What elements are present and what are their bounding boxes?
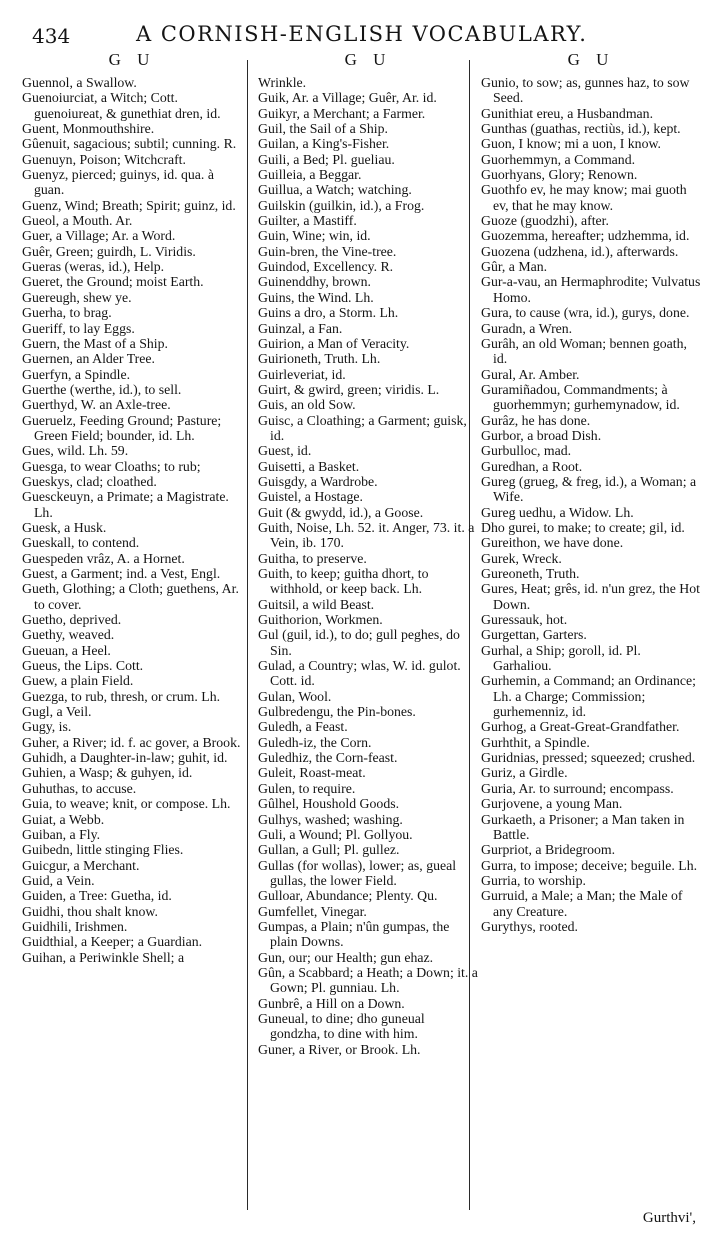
- vocabulary-entry: Gurria, to worship.: [481, 872, 586, 888]
- vocabulary-entry: Guindod, Excellency. R.: [258, 259, 394, 275]
- vocabulary-entry: Guilan, a King's-Fisher.: [258, 136, 390, 152]
- vocabulary-entry: Gumfellet, Vinegar.: [258, 903, 367, 919]
- vocabulary-entry: Gugl, a Veil.: [22, 704, 92, 720]
- catchword: Gurthvi',: [642, 1210, 696, 1226]
- vocabulary-entry: Guethy, weaved.: [22, 627, 115, 643]
- vocabulary-entry: Guhidh, a Daughter-in-law; guhit, id.: [22, 750, 228, 766]
- vocabulary-entry: Wrinkle.: [258, 75, 307, 90]
- vocabulary-entry: Guneual, to dine; dho guneual gondzha, to dine with him.: [258, 1010, 425, 1042]
- entry-list: [22, 75, 242, 965]
- vocabulary-entry: Guoze (guodzhi), after.: [481, 213, 609, 229]
- vocabulary-entry: Gunbrê, a Hill on a Down.: [258, 995, 405, 1011]
- vocabulary-entry: Gurra, to impose; deceive; beguile. Lh.: [481, 857, 698, 873]
- vocabulary-entry: Guli, a Wound; Pl. Gollyou.: [258, 826, 413, 842]
- vocabulary-entry: Gueth, Glothing; a Cloth; guethens, Ar. to cover.: [22, 581, 239, 612]
- vocabulary-entry: Gueol, a Mouth. Ar.: [22, 213, 133, 229]
- vocabulary-entry: Gûlhel, Houshold Goods.: [258, 796, 400, 812]
- vocabulary-entry: Gureg (grueg, & freg, id.), a Woman; a Wife.: [481, 473, 697, 505]
- vocabulary-entry: Guirt, & gwird, green; viridis. L.: [258, 381, 440, 397]
- vocabulary-entry: Guilter, a Mastiff.: [258, 213, 357, 229]
- vocabulary-entry: Guriz, a Girdle.: [481, 765, 568, 781]
- vocabulary-entry: Guorhemmyn, a Command.: [481, 151, 636, 167]
- vocabulary-entry: Gueskys, clad; cloathed.: [22, 473, 157, 489]
- vocabulary-entry: Gurpriot, a Bridegroom.: [481, 842, 616, 858]
- vocabulary-entry: Gulbredengu, the Pin-bones.: [258, 704, 416, 720]
- vocabulary-entry: Gûn, a Scabbard; a Heath; a Down; it. a Gown; Pl. gunniau. Lh.: [258, 964, 478, 996]
- vocabulary-entry: Guitsil, a wild Beast.: [258, 596, 375, 612]
- vocabulary-entry: Guradn, a Wren.: [481, 320, 573, 336]
- vocabulary-entry: Gures, Heat; grês, id. n'un grez, the Hot Down.: [481, 581, 700, 612]
- vocabulary-entry: Gurbulloc, mad.: [481, 443, 572, 459]
- column-left: [22, 48, 242, 1208]
- vocabulary-entry: Guorhyans, Glory; Renown.: [481, 167, 638, 183]
- vocabulary-entry: Gurek, Wreck.: [481, 550, 562, 566]
- vocabulary-entry: Guibedn, little stinging Flies.: [22, 842, 184, 858]
- vocabulary-entry: Gurruid, a Male; a Man; the Male of any Creature.: [481, 888, 683, 919]
- vocabulary-entry: Gugy, is.: [22, 719, 72, 735]
- vocabulary-entry: Guesk, a Husk.: [22, 519, 107, 535]
- vocabulary-entry: Guith, Noise, Lh. 52. it. Anger, 73. it. a Vein, ib. 170.: [258, 519, 475, 551]
- vocabulary-entry: Guil, the Sail of a Ship.: [258, 121, 388, 137]
- vocabulary-entry: Guernen, an Alder Tree.: [22, 351, 155, 367]
- vocabulary-entry: Gulan, Wool.: [258, 688, 332, 704]
- vocabulary-entry: Guereugh, shew ye.: [22, 289, 132, 305]
- vocabulary-entry: Guenoiurciat, a Witch; Cott. guenoiureat, & gunethiat dren, id.: [22, 90, 221, 121]
- vocabulary-entry: Gureg uedhu, a Widow. Lh.: [481, 504, 634, 520]
- vocabulary-entry: Guitha, to preserve.: [258, 550, 367, 566]
- vocabulary-entry: Guledhiz, the Corn-feast.: [258, 750, 398, 766]
- vocabulary-entry: Gurythys, rooted.: [481, 918, 578, 934]
- vocabulary-entry: Guit (& gwydd, id.), a Goose.: [258, 504, 424, 520]
- vocabulary-entry: Guria, Ar. to surround; encompass.: [481, 780, 674, 796]
- vocabulary-entry: Gueus, the Lips. Cott.: [22, 658, 144, 674]
- vocabulary-entry: Gumpas, a Plain; n'ûn gumpas, the plain Downs.: [258, 918, 450, 950]
- vocabulary-entry: Guhien, a Wasp; & guhyen, id.: [22, 765, 193, 781]
- vocabulary-entry: Guest, a Garment; ind. a Vest, Engl.: [22, 566, 221, 581]
- vocabulary-entry: Guid, a Vein.: [22, 872, 95, 888]
- vocabulary-entry: Gun, our; our Health; gun ehaz.: [258, 949, 434, 965]
- vocabulary-entry: Gueruelz, Feeding Ground; Pasture; Green Field; bounder, id. Lh.: [22, 412, 222, 443]
- column-right: [481, 48, 701, 1208]
- vocabulary-entry: Guredhan, a Root.: [481, 458, 583, 474]
- vocabulary-entry: Gurhal, a Ship; goroll, id. Pl. Garhaliou.: [481, 642, 641, 674]
- vocabulary-entry: Guespeden vrâz, A. a Hornet.: [22, 550, 185, 566]
- vocabulary-entry: Guenyz, pierced; guinys, id. qua. à guan.: [22, 167, 214, 198]
- vocabulary-entry: Guillua, a Watch; watching.: [258, 182, 412, 198]
- vocabulary-entry: Gurbor, a broad Dish.: [481, 427, 602, 443]
- running-title: A CORNISH-ENGLISH VOCABULARY.: [136, 22, 588, 46]
- vocabulary-entry: Gurhemin, a Command; an Ordinance; Lh. a Charge; Commission; gurhemenniz, id.: [481, 673, 696, 720]
- vocabulary-entry: Guirion, a Man of Veracity.: [258, 335, 410, 351]
- vocabulary-entry: Guilskin (guilkin, id.), a Frog.: [258, 197, 425, 213]
- vocabulary-entry: Guew, a plain Field.: [22, 673, 134, 689]
- vocabulary-entry: Guisetti, a Basket.: [258, 458, 360, 474]
- vocabulary-entry: Guins, the Wind. Lh.: [258, 289, 374, 305]
- vocabulary-entry: Guidhili, Irishmen.: [22, 918, 128, 934]
- vocabulary-entry: Gulloar, Abundance; Plenty. Qu.: [258, 888, 438, 904]
- vocabulary-entry: Gural, Ar. Amber.: [481, 366, 580, 382]
- column-heading: G U: [567, 50, 615, 69]
- vocabulary-entry: Guern, the Mast of a Ship.: [22, 335, 168, 351]
- vocabulary-entry: Guezga, to rub, thresh, or crum. Lh.: [22, 688, 221, 704]
- page-number: 434: [32, 24, 71, 48]
- vocabulary-entry: Guili, a Bed; Pl. gueliau.: [258, 151, 395, 167]
- column-middle: [258, 48, 478, 1208]
- vocabulary-entry: Guledh, a Feast.: [258, 719, 348, 735]
- vocabulary-entry: Gureithon, we have done.: [481, 535, 624, 551]
- vocabulary-entry: Guiat, a Webb.: [22, 811, 105, 827]
- vocabulary-entry: Guest, id.: [258, 443, 312, 459]
- vocabulary-entry: Guressauk, hot.: [481, 612, 568, 628]
- vocabulary-entry: Guhuthas, to accuse.: [22, 780, 137, 796]
- vocabulary-entry: Guer, a Village; Ar. a Word.: [22, 228, 176, 244]
- vocabulary-entry: Gunthas (guathas, rectiùs, id.), kept.: [481, 121, 681, 137]
- vocabulary-entry: Guridnias, pressed; squeezed; crushed.: [481, 750, 696, 766]
- vocabulary-entry: Guesckeuyn, a Primate; a Magistrate. Lh.: [22, 489, 229, 520]
- vocabulary-entry: Guothfo ev, he may know; mai guoth ev, that he may know.: [481, 182, 687, 213]
- vocabulary-entry: Gueuan, a Heel.: [22, 642, 111, 658]
- column-heading: G U: [344, 50, 392, 69]
- vocabulary-entry: Dho gurei, to make; to create; gil, id.: [481, 519, 685, 535]
- vocabulary-entry: Gueras (weras, id.), Help.: [22, 259, 165, 275]
- vocabulary-entry: Guirioneth, Truth. Lh.: [258, 351, 381, 367]
- vocabulary-entry: Gulad, a Country; wlas, W. id. gulot. Cott. id.: [258, 658, 461, 689]
- vocabulary-entry: Guetho, deprived.: [22, 612, 122, 628]
- vocabulary-entry: Guinzal, a Fan.: [258, 320, 343, 336]
- vocabulary-entry: Gues, wild. Lh. 59.: [22, 443, 129, 459]
- vocabulary-entry: Guiden, a Tree: Guetha, id.: [22, 888, 172, 904]
- vocabulary-entry: Guenz, Wind; Breath; Spirit; guinz, id.: [22, 197, 236, 213]
- vocabulary-entry: Guik, Ar. a Village; Guêr, Ar. id.: [258, 90, 437, 106]
- vocabulary-entry: Gurgettan, Garters.: [481, 627, 587, 643]
- column-heading: G U: [108, 50, 156, 69]
- vocabulary-entry: Gul (guil, id.), to do; gull peghes, do Sin.: [258, 627, 460, 658]
- vocabulary-entry: Guisgdy, a Wardrobe.: [258, 473, 378, 489]
- vocabulary-entry: Guinenddhy, brown.: [258, 274, 371, 290]
- vocabulary-entry: Guent, Monmouthshire.: [22, 121, 155, 137]
- vocabulary-entry: Guleit, Roast-meat.: [258, 765, 366, 781]
- vocabulary-entry: Gurâh, an old Woman; bennen goath, id.: [481, 335, 687, 367]
- entry-list: [258, 75, 478, 1057]
- entry-list: [481, 75, 701, 934]
- vocabulary-entry: Guidhi, thou shalt know.: [22, 903, 158, 919]
- vocabulary-entry: Guozemma, hereafter; udzhemma, id.: [481, 228, 690, 244]
- vocabulary-entry: Guerha, to brag.: [22, 305, 112, 321]
- vocabulary-entry: Guistel, a Hostage.: [258, 489, 363, 505]
- vocabulary-entry: Guesga, to wear Cloaths; to rub;: [22, 458, 201, 474]
- vocabulary-entry: Guithorion, Workmen.: [258, 612, 383, 628]
- vocabulary-entry: Gurkaeth, a Prisoner; a Man taken in Battle.: [481, 811, 685, 842]
- vocabulary-entry: Guerthyd, W. an Axle-tree.: [22, 397, 171, 413]
- vocabulary-entry: Guerfyn, a Spindle.: [22, 366, 131, 382]
- vocabulary-entry: Guerthe (werthe, id.), to sell.: [22, 381, 182, 397]
- vocabulary-entry: Gunio, to sow; as, gunnes haz, to sow Seed.: [481, 75, 690, 106]
- vocabulary-entry: Gueskall, to contend.: [22, 535, 140, 551]
- vocabulary-entry: Gulhys, washed; washing.: [258, 811, 403, 827]
- column-rule-left: [247, 60, 248, 1210]
- vocabulary-entry: Guirleveriat, id.: [258, 366, 346, 382]
- vocabulary-entry: Gurâz, he has done.: [481, 412, 591, 428]
- vocabulary-entry: Gureoneth, Truth.: [481, 566, 580, 581]
- vocabulary-entry: Guin, Wine; win, id.: [258, 228, 371, 244]
- vocabulary-entry: Gûenuit, sagacious; subtil; cunning. R.: [22, 136, 237, 152]
- vocabulary-entry: Guêr, Green; guirdh, L. Viridis.: [22, 243, 196, 259]
- vocabulary-entry: Guis, an old Sow.: [258, 397, 356, 413]
- vocabulary-entry: Gurhog, a Great-Great-Grandfather.: [481, 719, 680, 735]
- vocabulary-entry: Guisc, a Cloathing; a Garment; guisk, id.: [258, 412, 467, 443]
- vocabulary-entry: Guner, a River, or Brook. Lh.: [258, 1041, 421, 1057]
- vocabulary-entry: Guidthial, a Keeper; a Guardian.: [22, 934, 203, 950]
- vocabulary-entry: Gullas (for wollas), lower; as, gueal gullas, the lower Field.: [258, 857, 457, 888]
- vocabulary-entry: Guramiñadou, Commandments; à guorhemmyn; gurhemynadow, id.: [481, 381, 680, 413]
- vocabulary-entry: Gura, to cause (wra, id.), gurys, done.: [481, 305, 690, 321]
- vocabulary-entry: Gurjovene, a young Man.: [481, 796, 623, 812]
- vocabulary-entry: Gueriff, to lay Eggs.: [22, 320, 135, 336]
- vocabulary-entry: Guikyr, a Merchant; a Farmer.: [258, 105, 426, 121]
- vocabulary-entry: Guennol, a Swallow.: [22, 75, 137, 90]
- vocabulary-entry: Guihan, a Periwinkle Shell; a: [22, 949, 185, 965]
- vocabulary-entry: Guin-bren, the Vine-tree.: [258, 243, 397, 259]
- vocabulary-entry: Guicgur, a Merchant.: [22, 857, 140, 873]
- vocabulary-entry: Gurhthit, a Spindle.: [481, 734, 590, 750]
- vocabulary-entry: Guozena (udzhena, id.), afterwards.: [481, 243, 679, 259]
- vocabulary-entry: Guiban, a Fly.: [22, 826, 101, 842]
- vocabulary-entry: Guher, a River; id. f. ac gover, a Brook.: [22, 734, 241, 750]
- vocabulary-entry: Guledh-iz, the Corn.: [258, 734, 372, 750]
- vocabulary-entry: Guon, I know; mi a uon, I know.: [481, 136, 661, 152]
- vocabulary-entry: Guenuyn, Poison; Witchcraft.: [22, 151, 186, 167]
- vocabulary-entry: Gulen, to require.: [258, 780, 356, 796]
- vocabulary-entry: Gunithiat ereu, a Husbandman.: [481, 105, 654, 121]
- vocabulary-entry: Gullan, a Gull; Pl. gullez.: [258, 842, 400, 858]
- vocabulary-entry: Guilleia, a Beggar.: [258, 167, 362, 183]
- vocabulary-entry: Guins a dro, a Storm. Lh.: [258, 305, 399, 321]
- vocabulary-entry: Gur-a-vau, an Hermaphrodite; Vulvatus Homo.: [481, 274, 701, 305]
- vocabulary-entry: Gueret, the Ground; moist Earth.: [22, 274, 204, 290]
- vocabulary-entry: Gûr, a Man.: [481, 259, 548, 275]
- vocabulary-entry: Guith, to keep; guitha dhort, to withhold, or keep back. Lh.: [258, 566, 429, 597]
- vocabulary-entry: Guia, to weave; knit, or compose. Lh.: [22, 796, 231, 812]
